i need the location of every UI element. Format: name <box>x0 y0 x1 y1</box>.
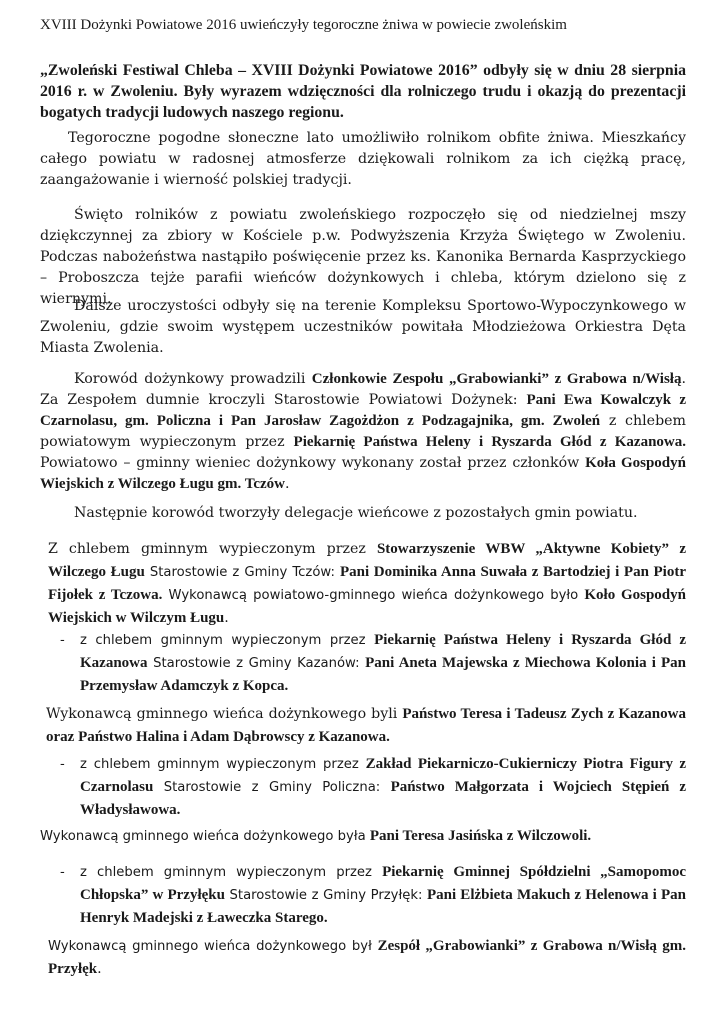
bold-text: Koła Gospodyń Wiejskich z Wilczego Ługu gm. Tczów <box>40 455 686 492</box>
list-item-policzna <box>60 753 686 822</box>
text: Z chlebem gminnym wypieczonym przez <box>48 541 377 557</box>
document-title: XVIII Dożynki Powiatowe 2016 uwieńczyły tegoroczne żniwa w powiecie zwoleńskim <box>40 17 567 33</box>
text: z chlebem powiatowym wypieczonym przez <box>40 413 686 450</box>
bullet-dash: - <box>60 633 65 648</box>
text: Wykonawcą powiatowo-gminnego wieńca dożynkowego było <box>162 588 585 603</box>
text: . <box>224 610 229 626</box>
paragraph-celebrations: Dalsze uroczystości odbyły się na terenie Kompleksu Sportowo-Wypoczynkowego w Zwoleniu, gdzie swoim występem uczestników powitała Młodzieżowa Orkiestra Dęta Miasta Zwolenia. <box>40 298 686 356</box>
text: z chlebem gminnym wypieczonym przez <box>80 633 375 648</box>
text: Wykonawcą gminnego wieńca dożynkowego był <box>48 939 378 954</box>
text: Powiatowo – gminny wieniec dożynkowy wykonany został przez członków <box>40 455 586 471</box>
paragraph-tczow <box>48 538 686 630</box>
bullet-dash: - <box>60 865 65 880</box>
paragraph-procession <box>40 369 686 495</box>
bold-text: Pani Teresa Jasińska z Wilczowoli. <box>369 828 592 844</box>
text: Korowód dożynkowy prowadzili <box>74 371 312 387</box>
paragraph-przylek-wreath <box>48 935 686 981</box>
bold-text: Zakład Piekarniczo-Cukierniczy Piotra Figury z Czarnolasu <box>80 756 686 795</box>
text: z chlebem gminnym wypieczonym przez <box>80 757 366 772</box>
paragraph-kazanow-wreath <box>46 703 686 749</box>
text: Wykonawcą gminnego wieńca dożynkowego byli <box>46 706 403 722</box>
list-item-przylek <box>60 861 686 930</box>
paragraph-delegations: Następnie korowód tworzyły delegacje wieńcowe z pozostałych gmin powiatu. <box>74 505 638 521</box>
paragraph-mass: Święto rolników z powiatu zwoleńskiego rozpoczęło się od niedzielnej mszy dziękczynnej za zbiory w Kościele p.w. Podwyższenia Krzyża Świętego w Zwoleniu. Podczas nabożeństwa nastąpiło poświęcenie przez ks. Kanonika Bernarda Kasprzyckiego – Proboszcza tejże parafii wieńców dożynkowych i chleba, którym dzielono się z wiernymi. <box>40 207 686 307</box>
bold-text: Pani Aneta Majewska z Miechowa Kolonia i Pan Przemysław Adamczyk z Kopca. <box>80 655 686 694</box>
bold-text: Pani Ewa Kowalczyk z Czarnolasu, gm. Policzna i Pan Jarosław Zagożdżon z Podzagajnika, gm. Zwoleń <box>40 392 686 429</box>
bold-text: Piekarnię Państwa Heleny i Ryszarda Głód z Kazanowa. <box>293 434 686 450</box>
bold-text: Państwo Małgorzata i Wojciech Stępień z Władysławowa. <box>80 779 686 818</box>
text: Starostowie z Gminy Tczów: <box>144 565 340 580</box>
lead-paragraph: „Zwoleński Festiwal Chleba – XVIII Dożynki Powiatowe 2016” odbyły się w dniu 28 sierpnia 2016 r. w Zwoleniu. Były wyrazem wdzięczności dla rolniczego trudu i okazją do prezentacji bogatych tradycji ludowych naszego regionu. <box>40 62 686 121</box>
bullet-dash: - <box>60 757 65 772</box>
paragraph-summer: Tegoroczne pogodne słoneczne lato umożliwiło rolnikom obfite żniwa. Mieszkańcy całego powiatu w radosnej atmosferze dziękowali rolnikom za ich ciężką pracę, zaangażowanie i wierność polskiej tradycji. <box>40 130 686 188</box>
text: Wykonawcą gminnego wieńca dożynkowego była <box>40 829 370 844</box>
text: Starostowie z Gminy Przyłęk: <box>224 888 427 903</box>
text: . <box>285 476 290 492</box>
text: Starostowie z Gminy Policzna: <box>153 780 391 795</box>
list-item-kazanow <box>60 629 686 698</box>
bold-text: Piekarnię Gminnej Spółdzielni „Samopomoc Chłopska” w Przyłęku <box>80 864 686 903</box>
bold-text: Państwo Teresa i Tadeusz Zych z Kazanowa oraz Państwo Halina i Adam Dąbrowscy z Kazanowa. <box>46 706 686 745</box>
bold-text: Pani Elżbieta Makuch z Helenowa i Pan Henryk Madejski z Ławeczka Starego. <box>80 887 686 926</box>
bold-text: Koło Gospodyń Wiejskich w Wilczym Ługu <box>48 587 686 626</box>
text: . Za Zespołem dumnie kroczyli Starostowie Powiatowi Dożynek: <box>40 371 686 408</box>
bold-text: Zespół „Grabowianki” z Grabowa n/Wisłą gm. Przyłęk <box>48 938 686 977</box>
paragraph-policzna-wreath <box>40 826 686 847</box>
text: z chlebem gminnym wypieczonym przez <box>80 865 383 880</box>
text: . <box>97 961 102 977</box>
bold-text: Pani Dominika Anna Suwała z Bartodziej i Pan Piotr Fijołek z Tczowa. <box>48 564 687 603</box>
bold-text: Piekarnię Państwa Heleny i Ryszarda Głód z Kazanowa <box>80 632 686 671</box>
bold-text: Stowarzyszenie WBW „Aktywne Kobiety” z Wilczego Ługu <box>48 541 686 580</box>
bold-text: Członkowie Zespołu „Grabowianki” z Grabowa n/Wisłą <box>311 371 682 387</box>
list-item-text <box>80 629 686 698</box>
text: Starostowie z Gminy Kazanów: <box>147 656 366 671</box>
list-item-text <box>80 753 686 822</box>
list-item-text <box>80 861 686 930</box>
